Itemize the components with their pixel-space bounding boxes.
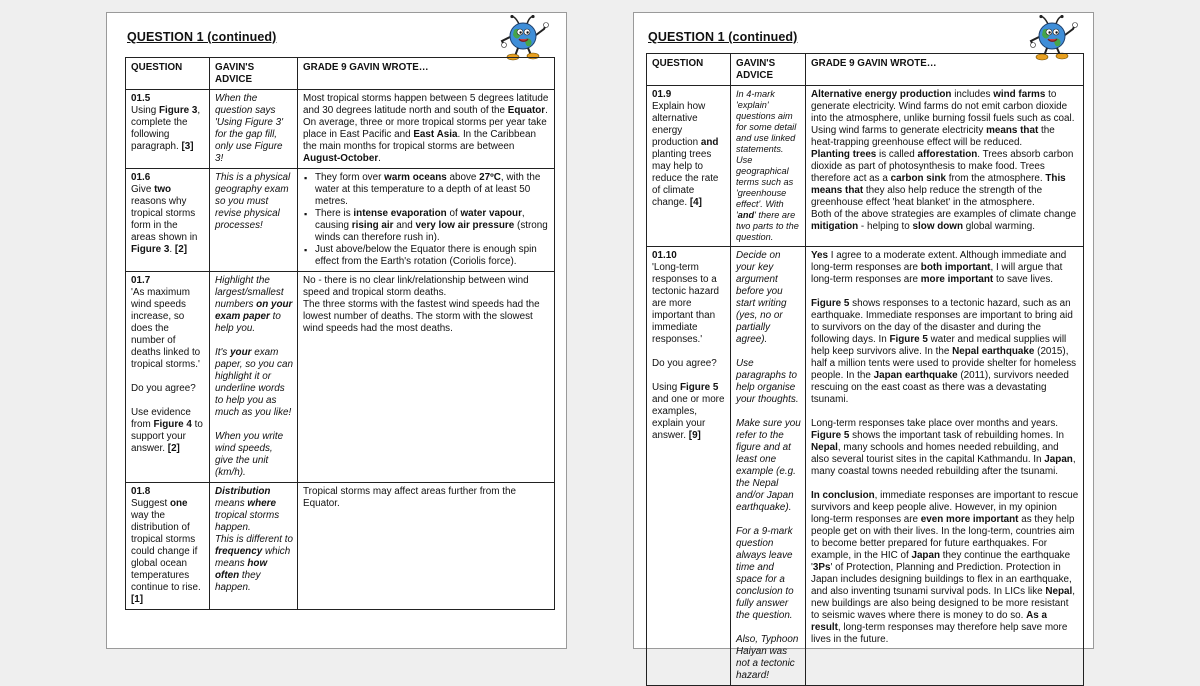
bold-term: Japan	[911, 550, 940, 561]
paragraph: In conclusion, immediate responses are important to rescue survivors and keep people alive. However, in my opinion long-term responses are even more important as they help people get on with their lives. In the long-term, countries aim to become better prepared for future earthquakes. For example, in the HIC of Japan they continue the earthquake '3Ps' of Protection, Planning and Prediction. Protection in Japan includes designing buildings to flex in an earthquake, and also inventing tsunami survival pods. In LICs like Nepal, new buildings are also being designed to be more resistant to seismic waves where there is money to do so. As a result, long-term responses may therefore help save more lives in the future.	[811, 490, 1079, 645]
worksheet-page-2	[633, 12, 1094, 681]
bold-term: mitigation	[811, 221, 859, 232]
paragraph: No - there is no clear link/relationship between wind speed and tropical storm deaths.	[303, 275, 529, 298]
question-cell	[126, 169, 210, 272]
bold-term: Figure 3	[159, 105, 198, 116]
question-cell	[647, 86, 731, 247]
bold-term: frequency	[215, 546, 263, 557]
bold-term: [3]	[181, 141, 194, 152]
bold-term: your	[230, 347, 252, 358]
advice-cell: In 4-mark 'explain' questions aim for some detail and use linked statements. Use geographical terms such as 'greenhouse effect'. With 'and' there are two parts to the question.	[731, 86, 806, 247]
question-cell	[126, 272, 210, 483]
bold-term: Planting trees	[811, 149, 877, 160]
bold-term: and	[737, 210, 755, 220]
question-text: Using Figure 3, complete the following paragraph. [3]	[131, 105, 201, 152]
page-title: QUESTION 1 (continued)	[648, 30, 798, 44]
bold-term: carbon sink	[890, 173, 947, 184]
answer-cell	[298, 169, 555, 272]
page-title: QUESTION 1 (continued)	[127, 30, 277, 44]
bold-term: [2]	[167, 443, 180, 454]
paragraph: Alternative energy production includes wind farms to generate electricity. Wind farms do not emit carbon dioxide into the atmosphere, unlike burning fossil fuels such as coal. Using wind farms to generate electricity means that the heat-trapping greenhouse effect will be reduced.	[811, 89, 1075, 148]
bold-term: Equator	[507, 105, 546, 116]
bold-term: Japan earthquake	[873, 370, 958, 381]
bold-term: one	[169, 498, 188, 509]
table-header-row	[647, 54, 1084, 86]
bold-term: In conclusion	[811, 490, 875, 501]
header-question: QUESTION	[126, 58, 210, 90]
advice-cell	[210, 90, 298, 169]
bold-term: more important	[920, 274, 994, 285]
bold-term: water vapour	[460, 208, 522, 219]
question-text: Give two reasons why tropical storms form in the areas shown in Figure 3. [2]	[131, 184, 198, 255]
bold-term: warm oceans	[384, 172, 447, 183]
bold-term: on your exam paper	[215, 299, 293, 322]
paragraph: Decide on your key argument before you start writing (yes, no or partially agree).	[736, 250, 787, 345]
question-number: 01.9	[652, 89, 672, 100]
bold-term: Alternative energy production	[811, 89, 952, 100]
question-number: 01.10	[652, 250, 677, 261]
question-cell	[126, 483, 210, 610]
bold-term: intense evaporation	[353, 208, 447, 219]
bold-term: Nepal	[811, 442, 838, 453]
paragraph: The three storms with the fastest wind speeds had the lowest number of deaths. The storm with the slowest wind speeds had the most deaths.	[303, 299, 540, 334]
paragraph: Both of the above strategies are examples of climate change mitigation - helping to slow down global warming.	[811, 209, 1077, 232]
bold-term: even more important	[920, 514, 1019, 525]
table-row	[126, 483, 555, 610]
advice-cell	[210, 483, 298, 610]
bold-term: Japan	[1044, 454, 1073, 465]
paragraph: Planting trees is called afforestation. Trees absorb carbon dioxide as part of photosynthesis to make food. Trees therefore act as a carbon sink from the atmosphere. This means that they also help reduce the strength of the greenhouse effect 'heat blanket' in the atmosphere.	[811, 149, 1074, 208]
bold-term: afforestation	[917, 149, 978, 160]
question-text: Explain how alternative energy production and planting trees may help to reduce the rate of climate change. [4]	[652, 101, 719, 208]
bold-term: how often	[215, 558, 268, 581]
bold-term: Nepal earthquake	[952, 346, 1035, 357]
paragraph: Distribution means where tropical storms happen.	[215, 486, 280, 533]
advice-cell	[731, 247, 806, 686]
paragraph: Using Figure 5 and one or more examples, explain your answer. [9]	[652, 382, 725, 441]
question-number: 01.5	[131, 93, 151, 104]
paragraph: Make sure you refer to the figure and at least one example (e.g. the Nepal and/or Japan earthquake).	[736, 418, 801, 513]
answer-cell	[298, 272, 555, 483]
paragraph: Use paragraphs to help organise your thoughts.	[736, 358, 799, 405]
paragraph: Figure 5 shows responses to a tectonic hazard, such as an earthquake. Immediate responses are important to bring aid to survivors on the day of the disaster and during the following days. In Figure 5 water and medical supplies will help keep survivors alive. In the Nepal earthquake (2015), half a million tents were used to provide shelter for homeless people. In the Japan earthquake (2011), survivors needed rescuing on the east coast as there was a devastating tsunami.	[811, 298, 1077, 405]
paragraph: Yes I agree to a moderate extent. Although immediate and long-term responses are both important, I will argue that long-term responses are more important to save lives.	[811, 250, 1067, 285]
table-row	[126, 90, 555, 169]
paragraph: Tropical storms may affect areas further from the Equator.	[303, 486, 516, 509]
bold-term: Yes	[811, 250, 829, 261]
bold-term: Distribution	[215, 486, 271, 497]
bold-term: This means that	[811, 173, 1066, 196]
advice-cell	[210, 272, 298, 483]
answer-cell	[806, 247, 1084, 686]
bullet-item: ▪ Just above/below the Equator there is enough spin effect from the Earth's rotation (Coriolis force).	[303, 244, 550, 268]
question-text	[131, 287, 205, 455]
paragraph: 'Long-term responses to a tectonic hazard are more important than immediate responses.'	[652, 262, 719, 345]
table-row	[647, 247, 1084, 686]
paragraph: It's your exam paper, so you can highlight it or underline words to help you as much as you like!	[215, 347, 293, 418]
paragraph: For a 9-mark question always leave time and space for a conclusion to fully answer the question.	[736, 526, 794, 621]
bold-term: Figure 5	[680, 382, 719, 393]
bullet-item: ▪ They form over warm oceans above 27ºC, with the water at this temperature to a depth of at least 50 metres.	[303, 172, 550, 208]
table-row	[126, 169, 555, 272]
globe-mascot-icon	[498, 15, 550, 61]
paragraph: Highlight the largest/smallest numbers on your exam paper to help you.	[215, 275, 293, 334]
bold-term: wind farms	[993, 89, 1046, 100]
bold-term: Figure 5	[811, 430, 850, 441]
question-text: Suggest one way the distribution of tropical storms could change if global ocean temperatures continue to rise. [1]	[131, 498, 201, 605]
bold-term: Figure 4	[153, 419, 192, 430]
bullet-item: ▪ There is intense evaporation of water vapour, causing rising air and very low air pressure (strong winds can therefore rush in).	[303, 208, 550, 244]
bold-term: slow down	[912, 221, 964, 232]
bold-term: 3Ps	[812, 562, 831, 573]
bold-term: where	[247, 498, 276, 509]
paragraph: This is a physical geography exam so you must revise physical processes!	[215, 172, 291, 231]
bold-term: [1]	[131, 594, 144, 605]
paragraph: Use evidence from Figure 4 to support your answer. [2]	[131, 407, 203, 454]
bold-term: East Asia	[413, 129, 458, 140]
paragraph: This is different to frequency which means how often they happen.	[215, 534, 293, 593]
question-text	[652, 262, 726, 442]
bold-term: [2]	[174, 244, 187, 255]
question-table	[125, 57, 555, 610]
question-table	[646, 53, 1084, 686]
question-number: 01.8	[131, 486, 151, 497]
paragraph: Long-term responses take place over months and years. Figure 5 shows the important task of rebuilding homes. In Nepal, many schools and homes needed rebuilding, and also several tourist sites in the capital Kathmandu. In Japan, many coastal towns needed rebuilding after the tsunami.	[811, 418, 1076, 477]
paragraph: Also, Typhoon Haiyan was not a tectonic hazard!	[736, 634, 799, 681]
bold-term: Figure 3	[131, 244, 170, 255]
paragraph: Do you agree?	[131, 383, 196, 394]
question-cell	[126, 90, 210, 169]
bold-term: August-October	[303, 153, 379, 164]
answer-cell	[298, 483, 555, 610]
question-cell	[647, 247, 731, 686]
question-number: 01.7	[131, 275, 151, 286]
table-row	[647, 86, 1084, 247]
paragraph: 'As maximum wind speeds increase, so does the number of deaths linked to tropical storms.'	[131, 287, 201, 370]
bold-term: Nepal	[1045, 586, 1073, 597]
table-row	[126, 272, 555, 483]
answer-bullets	[303, 172, 550, 268]
header-question: QUESTION	[647, 54, 731, 86]
bold-term: Figure 5	[889, 334, 928, 345]
answer-cell: Most tropical storms happen between 5 degrees latitude and 30 degrees latitude north and south of the Equator. On average, three or more tropical storms per year take place in East Pacific and East Asia. In the Caribbean the main months for tropical storms are between August-October.	[298, 90, 555, 169]
bold-term: [9]	[688, 430, 701, 441]
bold-term: and	[700, 137, 719, 148]
bold-term: 27ºC	[479, 172, 501, 183]
worksheet-page-1	[106, 12, 567, 649]
table-header-row	[126, 58, 555, 90]
header-advice: GAVIN'S ADVICE	[210, 58, 298, 90]
header-advice: GAVIN'S ADVICE	[731, 54, 806, 86]
question-number: 01.6	[131, 172, 151, 183]
paragraph: When you write wind speeds, give the unit (km/h).	[215, 431, 284, 478]
bold-term: two	[154, 184, 172, 195]
header-wrote: GRADE 9 GAVIN WROTE…	[298, 58, 555, 90]
bold-term: [4]	[689, 197, 702, 208]
bold-term: both important	[920, 262, 991, 273]
bold-term: Figure 5	[811, 298, 850, 309]
paragraph: Do you agree?	[652, 358, 717, 369]
bold-term: means that	[986, 125, 1039, 136]
header-wrote: GRADE 9 GAVIN WROTE…	[806, 54, 1084, 86]
bold-term: rising air	[351, 220, 394, 231]
answer-cell	[806, 86, 1084, 247]
paragraph: When the question says 'Using Figure 3' for the gap fill, only use Figure 3!	[215, 93, 283, 164]
bold-term: As a result	[811, 610, 1048, 633]
bold-term: very low air pressure	[415, 220, 515, 231]
advice-cell	[210, 169, 298, 272]
